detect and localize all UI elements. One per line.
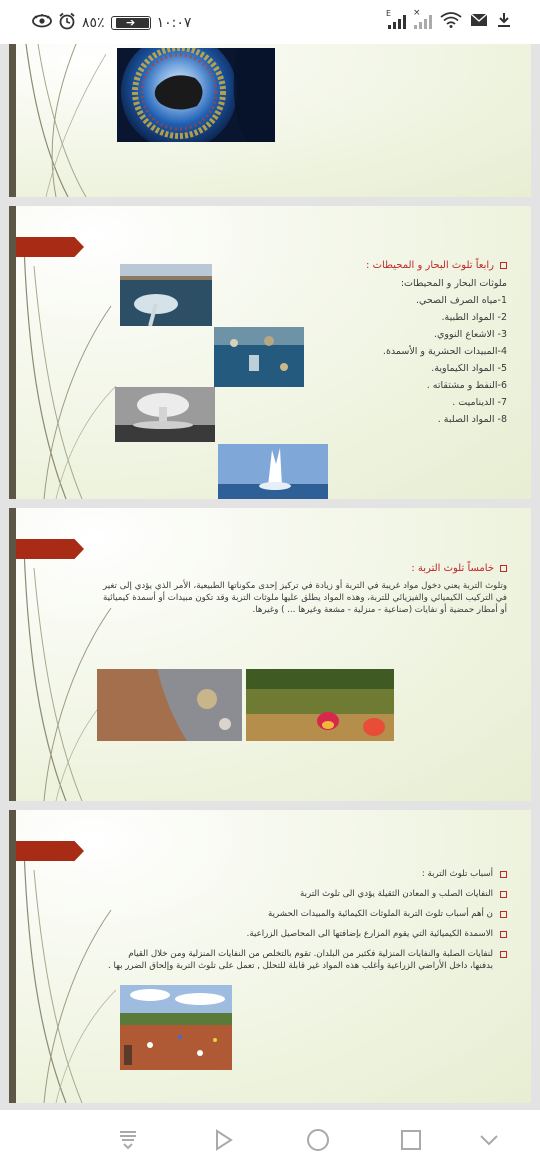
battery-percent: ٨٥٪: [82, 15, 105, 31]
slide-marker-arrow: [16, 539, 84, 559]
soil-pollution-causes-list: [107, 868, 507, 980]
chemical-barrels-field-photo: [246, 669, 394, 741]
slide-marker-arrow: [16, 841, 84, 861]
list-item: النفايات الصلب و المعادن الثقيلة يؤدي الى تلوث التربة: [107, 888, 507, 900]
underwater-blast-photo: [218, 444, 328, 499]
battery-icon: ➔: [111, 16, 151, 30]
wifi-icon: [440, 12, 462, 32]
soil-pollution-paragraph: وتلوث التربة يعني دخول مواد غريبة في التربة أو زيادة في تركيز إحدى مكوناتها الطبيعية، الأمر الذي يؤدي إلى تغير في التركيب الكيميائي والفيزيائي للتربة، وهذه المواد يطلق عليها ملوثات التربة وقد تكون مبيدات أو أسمدة كيميائية أو أمطار حمضية أو نفايات (صناعية - منزلية - مشعة وغيرها ... ) وغيرها.: [103, 581, 507, 615]
slide-2-subtitle: ملوثات البحار و المحيطات:: [400, 278, 507, 289]
antarctica-ocean-map: [117, 48, 275, 142]
status-bar: [0, 0, 540, 44]
list-item: ن أهم أسباب تلوث التربة الملوثات الكيمائية والمبيدات الحشرية: [107, 908, 507, 920]
slide-2-title: رابعاً تلوث البحار و المحيطات :: [366, 260, 507, 271]
presentation-viewer[interactable]: [0, 44, 540, 1110]
garbage-field-photo: [120, 985, 232, 1070]
list-item: 4-المبيدات الحشرية و الأسمدة.: [382, 346, 507, 357]
status-left: [32, 12, 191, 34]
list-item: لنفايات الصلبة والنفايات المنزلية فكثير من البلدان. تقوم بالتخلص من النفايات المنزلية ومن خلال القيام بدفنها، داخل الأراضي الزراعية وأغلب هذه المواد غير قابلة للتحلل , تعمل على تلوث التربة وإلحاق الضرر بها .: [107, 948, 507, 972]
keyboard-hide-icon[interactable]: [112, 1124, 144, 1156]
navigation-bar: [0, 1110, 540, 1170]
list-item: 5- المواد الكيماوية.: [431, 363, 507, 374]
slide-3-title: خامساً تلوث التربة :: [411, 563, 507, 574]
slide-marker-arrow: [16, 237, 84, 257]
signal-icon: ×: [414, 15, 432, 29]
slide-1[interactable]: [9, 44, 531, 197]
list-item: 8- المواد الصلبة .: [437, 414, 507, 425]
ocean-waste-photo: [214, 327, 304, 387]
pollutants-list: [383, 292, 507, 428]
alarm-icon: [58, 12, 76, 34]
collapse-icon[interactable]: [473, 1124, 505, 1156]
clock-time: ١٠:٠٧: [156, 15, 192, 31]
list-item: 3- الاشعاع النووي.: [433, 329, 507, 340]
list-item: الاسمدة الكيميائية التي يقوم المزارع بإضافتها الى المحاصيل الزراعية.: [107, 928, 507, 940]
list-item: 6-النفط و مشتقاته .: [426, 380, 507, 391]
sewage-outflow-photo: [120, 264, 212, 326]
recents-icon[interactable]: [395, 1124, 427, 1156]
slide-2[interactable]: [9, 206, 531, 499]
slide-3[interactable]: [9, 508, 531, 801]
list-item: 7- الديناميت .: [452, 397, 507, 408]
download-icon: [496, 12, 512, 32]
status-right: [386, 8, 512, 32]
contaminated-soil-photo: [97, 669, 242, 741]
slide-4[interactable]: [9, 810, 531, 1103]
list-item: أسباب تلوث التربة :: [107, 868, 507, 880]
back-icon[interactable]: [207, 1124, 239, 1156]
list-item: 2- المواد الطبية.: [441, 312, 507, 323]
list-item: 1-مياه الصرف الصحي.: [415, 295, 507, 306]
nuclear-explosion-photo: [115, 387, 215, 442]
home-icon[interactable]: [302, 1124, 334, 1156]
eye-icon: [32, 14, 52, 32]
mail-icon: [470, 13, 488, 31]
signal-e-icon: E: [388, 15, 406, 29]
